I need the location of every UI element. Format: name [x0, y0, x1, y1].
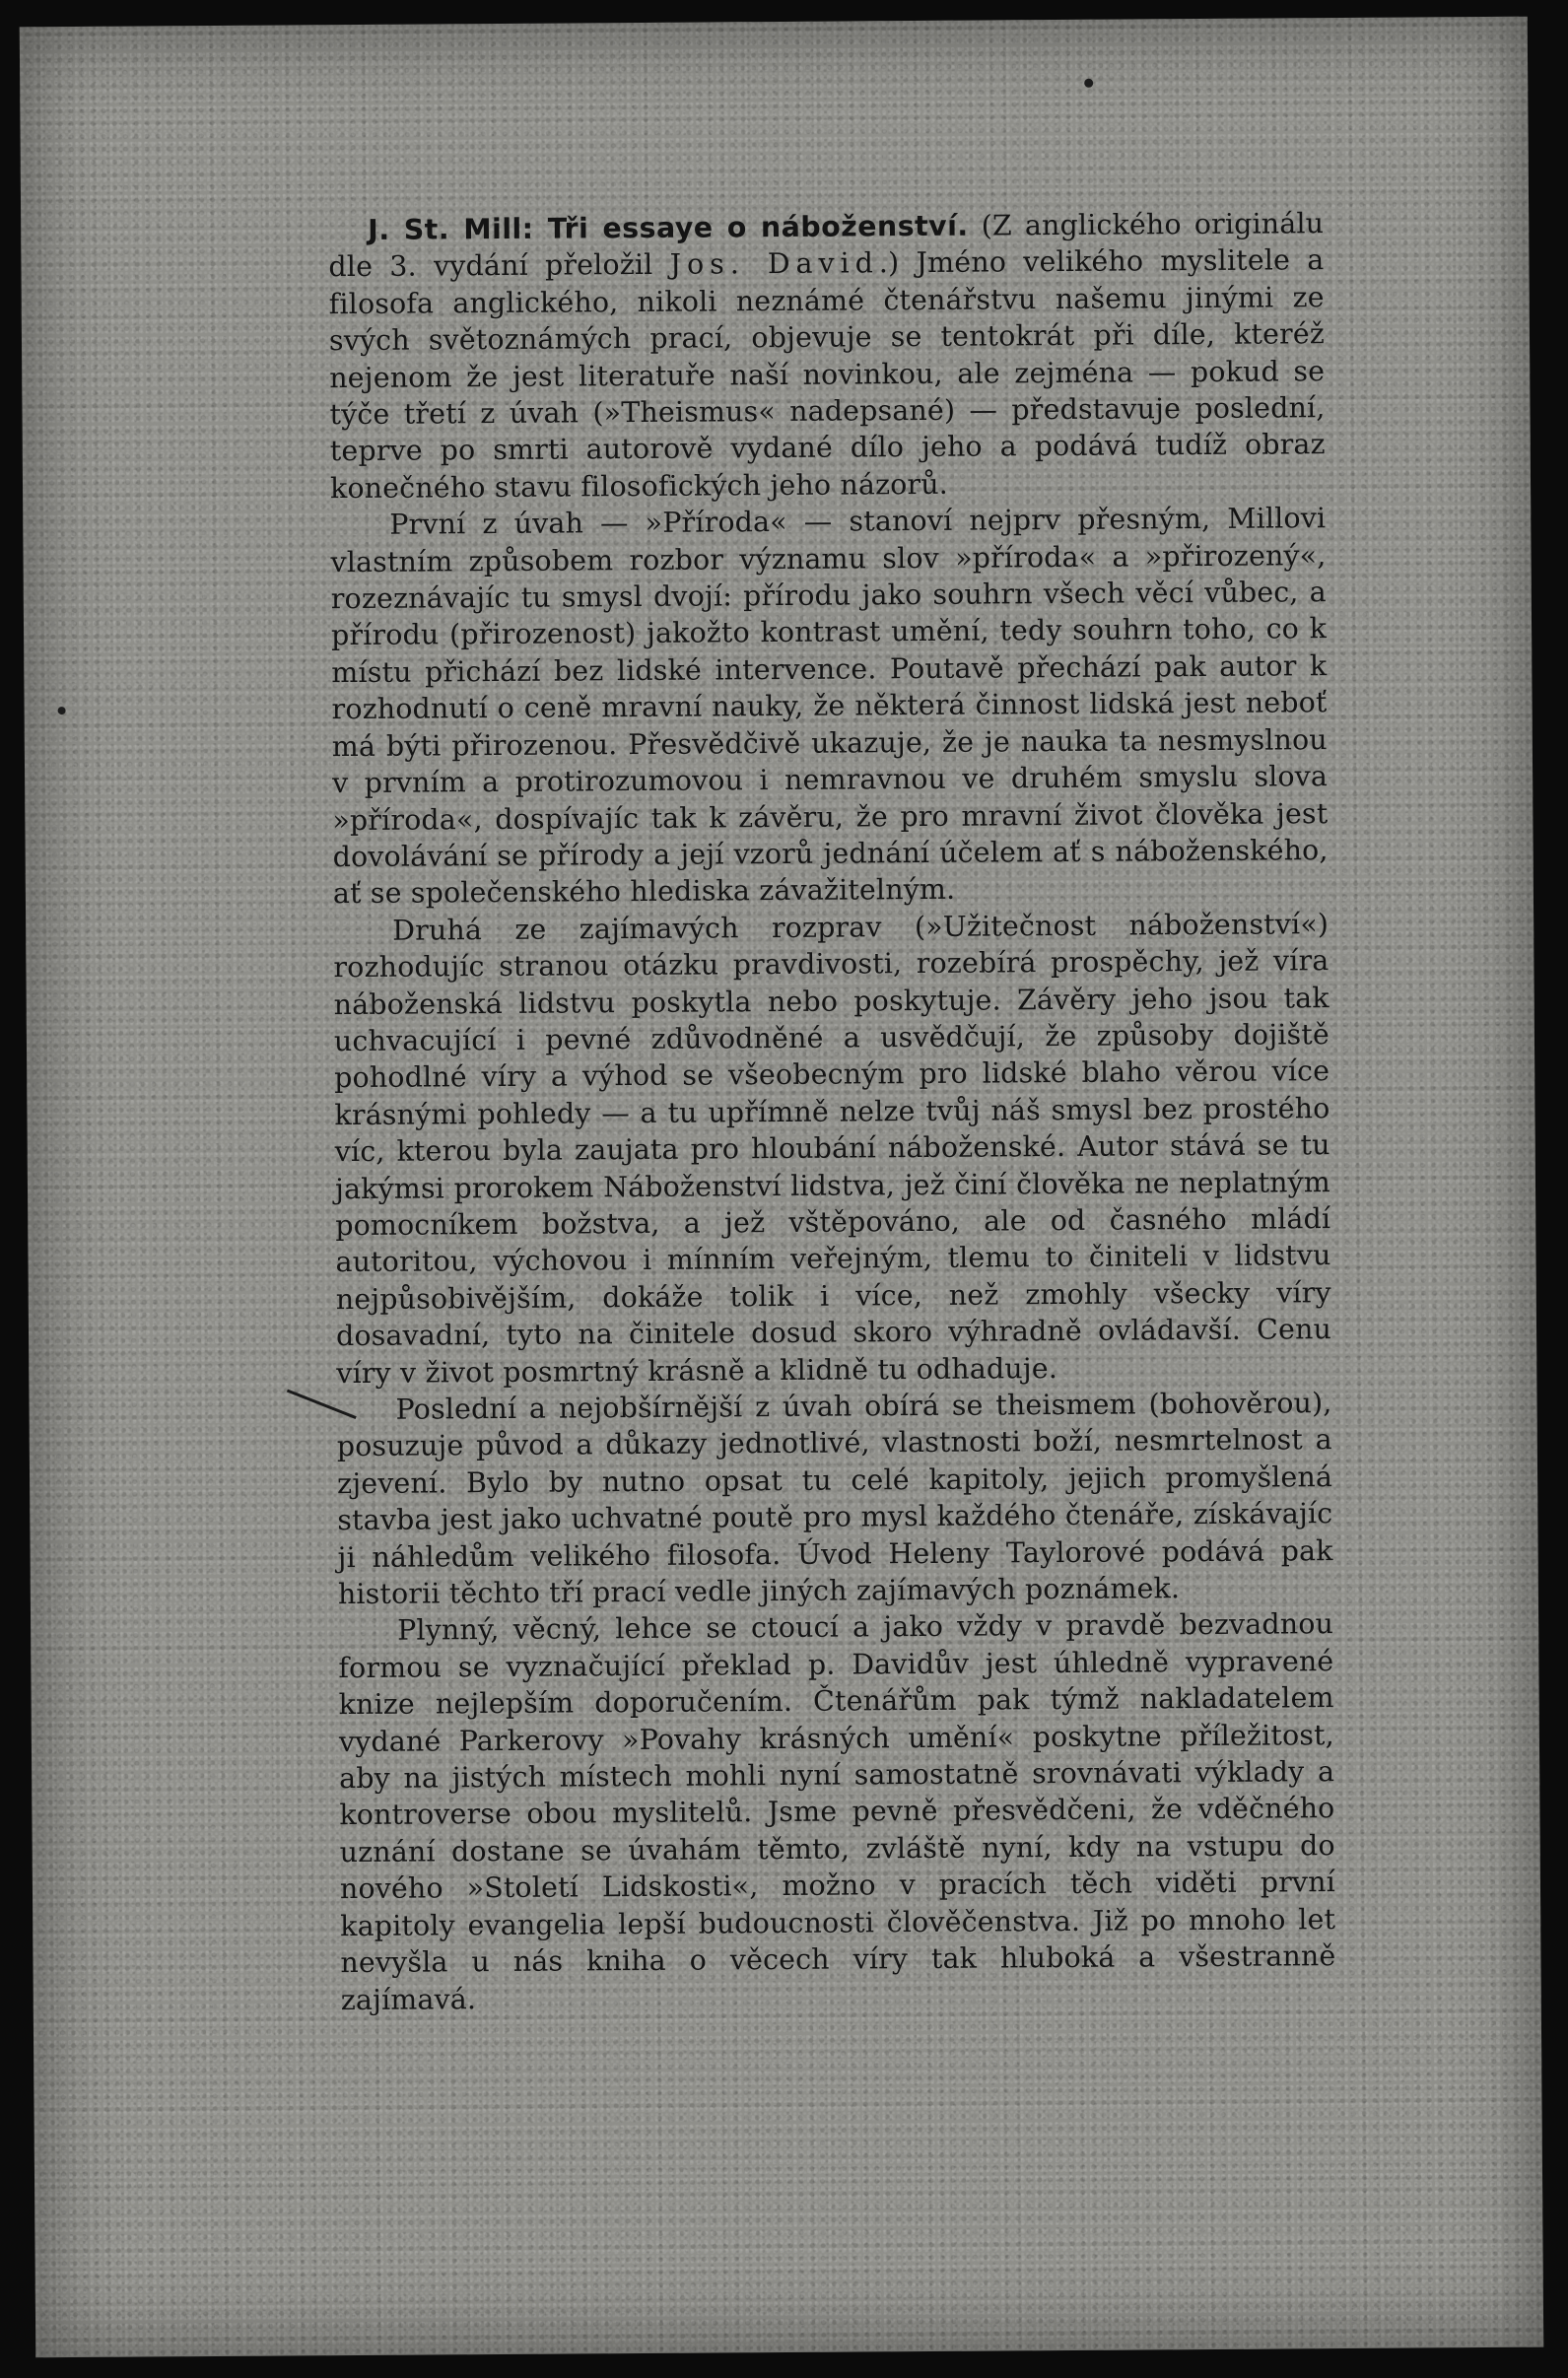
review-text	[328, 205, 1336, 2018]
scanned-page	[20, 17, 1543, 2358]
review-paragraph-3: Druhá ze zajímavých rozprav (»Užitečnost náboženství«) rozhodujíc stranou otázku pravdivosti, rozebírá prospěchy, jež víra náboženská lidstvu poskytla nebo poskytuje. Závěry jeho jsou tak uchvacující i pevné zdůvodněné a usvědčují, že způsoby dojiště pohodlné víry a výhod se všeobecným pro lidské blaho věrou více krásnými pohledy — a tu upřímně nelze tvůj náš smysl bez prostého víc, kterou byla zaujata pro hloubání náboženské. Autor stává se tu jakýmsi prorokem Náboženství lidstva, jež činí člověka ne neplatným pomocníkem božstva, a jež vštěpováno, ale od časného mládí autoritou, výchovou i mínním veřejným, tlemu to činiteli v lidstvu nejpůsobivějším, dokáže tolik i více, než zmohly všecky víry dosavadní, tyto na činitele dosud skoro výhradně ovládavší. Cenu víry v život posmrtný krásně a klidně tu odhaduje.	[333, 907, 1332, 1390]
heading-info-end: .)	[878, 246, 900, 280]
translator-name: Jos. David	[669, 246, 879, 282]
heading-info: (Z anglického originálu dle 3. vydání přeložil	[328, 207, 1325, 284]
review-paragraph-4: Poslední a nejobšírnější z úvah obírá se theismem (bohověrou), posuzuje původ a důkazy jednotlivé, vlastnosti boží, nesmrtelnost a zjevení. Bylo by nutno opsat tu celé kapitoly, jejich promyšlená stavba jest jako uchvatné poutě pro mysl každého čtenáře, získávajíc ji náhledům velikého filosofa. Úvod Heleny Taylorové podává pak historii těchto tří prací vedle jiných zajímavých poznámek.	[336, 1387, 1333, 1611]
ink-spot	[58, 707, 66, 714]
paragraph-text: Jméno velikého myslitele a filosofa anglického, nikoli neznámé čtenářstvu našemu jinými ze svých světoznámých prací, objevuje se tentokrát při díle, kteréž nejenom že jest literatuře naší novinkou, ale zejména — pokud se týče třetí z úvah (»Theismus« nadepsané) — představuje poslední, teprve po smrti autorově vydané dílo jeho a podává tudíž obraz konečného stavu filosofických jeho názorů.	[328, 243, 1326, 506]
review-heading: J. St. Mill: Tři essaye o náboženství.	[368, 209, 969, 246]
review-paragraph-5: Plynný, věcný, lehce se ctoucí a jako vždy v pravdě bezvadnou formou se vyznačující překlad p. Davidův jest úhledně vypravené knize nejlepším doporučením. Čtenářům pak týmž nakladatelem vydané Parkerovy »Povahy krásných umění« poskytne příležitost, aby na jistých místech mohli nyní samostatně srovnávati výklady a kontroverse obou myslitelů. Jsme pevně přesvědčeni, že vděčného uznání dostane se úvahám těmto, zvláště nyní, kdy na vstupu do nového »Století Lidskosti«, možno v pracích těch viděti první kapitoly evangelia lepší budoucnosti člověčenstva. Již po mnoho let nevyšla u nás kniha o věcech víry tak hluboká a všestranně zajímavá.	[338, 1607, 1336, 2016]
ink-spot	[1084, 79, 1093, 88]
review-paragraph-2: První z úvah — »Příroda« — stanoví nejprv přesným, Millovi vlastním způsobem rozbor významu slov »příroda« a »přirozený«, rozeznávajíc tu smysl dvojí: přírodu jako souhrn všech věcí vůbec, a přírodu (přirozenost) jakožto kontrast umění, tedy souhrn toho, co k místu přichází bez lidské intervence. Poutavě přechází pak autor k rozhodnutí o ceně mravní nauky, že některá činnost lidská jest neboť má býti přirozenou. Přesvědčivě ukazuje, že je nauka ta nesmyslnou v prvním a protirozumovou i nemravnou ve druhém smyslu slova »příroda«, dospívajíc tak k závěru, že pro mravní život člověka jest dovolávání se přírody a její vzorů jednání účelem ať s náboženského, ať se společenského hlediska závažitelným.	[330, 502, 1329, 911]
review-paragraph-1	[328, 205, 1326, 507]
